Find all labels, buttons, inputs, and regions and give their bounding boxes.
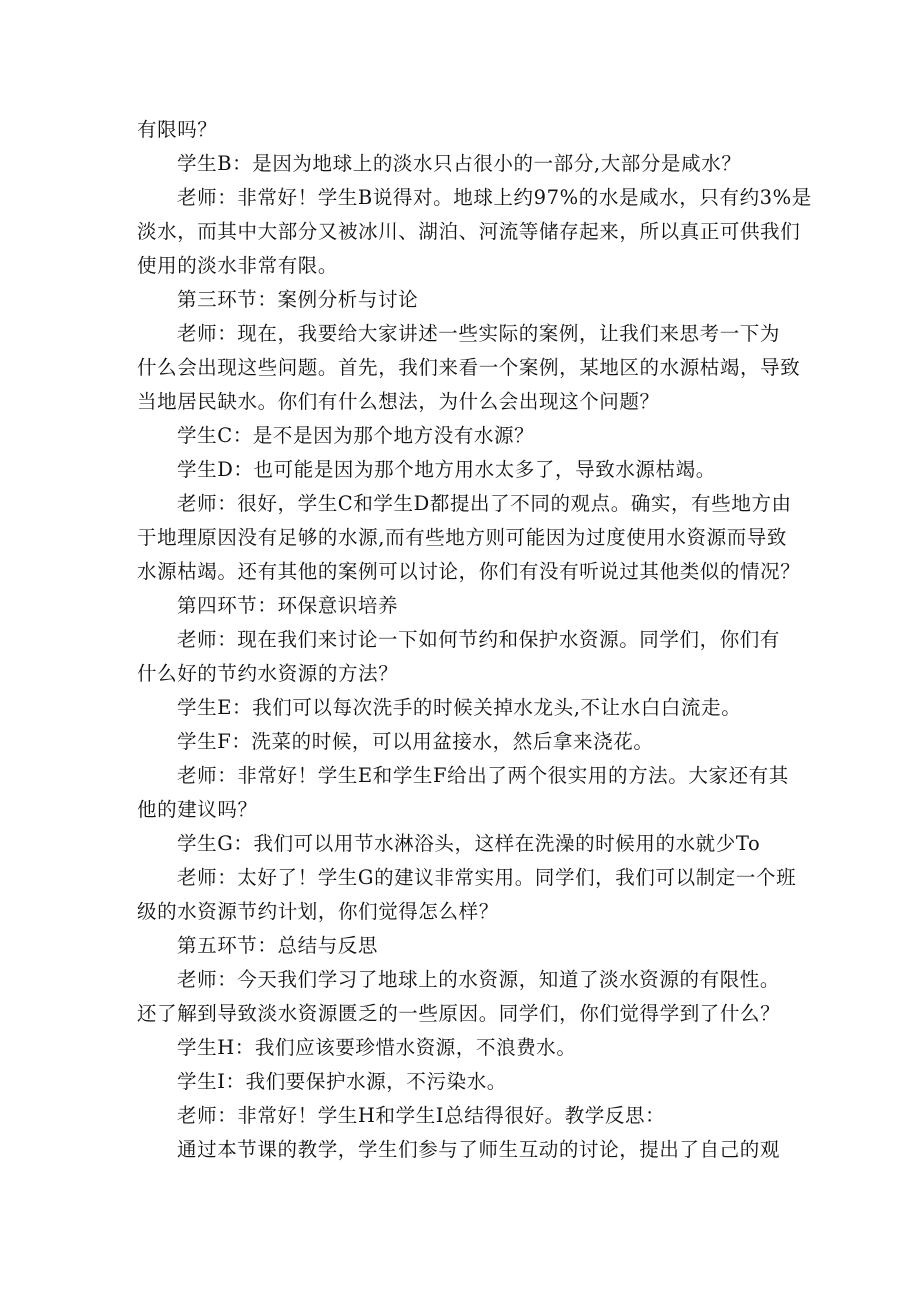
text-line: 于地理原因没有足够的水源,而有些地方则可能因为过度使用水资源而导致 xyxy=(137,526,787,549)
text-line: 老师：今天我们学习了地球上的水资源，知道了淡水资源的有限性。 xyxy=(177,968,781,991)
text-line: 学生E：我们可以每次洗手的时候关掉水龙头,不让水白白流走。 xyxy=(177,696,742,719)
text-line: 还了解到导致淡水资源匮乏的一些原因。同学们，你们觉得学到了什么？ xyxy=(137,1002,781,1025)
text-line: 老师：非常好！学生E和学生F给出了两个很实用的方法。大家还有其 xyxy=(177,764,789,787)
text-line: 老师：现在，我要给大家讲述一些实际的案例，让我们来思考一下为 xyxy=(177,322,781,345)
text-line: 水源枯竭。还有其他的案例可以讨论，你们有没有听说过其他类似的情况？ xyxy=(137,560,801,583)
section-heading: 第五环节：总结与反思 xyxy=(177,934,379,957)
text-line: 什么好的节约水资源的方法？ xyxy=(137,662,399,685)
text-line: 老师：现在我们来讨论一下如何节约和保护水资源。同学们，你们有 xyxy=(177,628,781,651)
text-line: 老师：太好了！学生G的建议非常实用。同学们，我们可以制定一个班 xyxy=(177,866,797,889)
text-line: 学生C：是不是因为那个地方没有水源？ xyxy=(177,424,535,447)
text-line: 学生G：我们可以用节水淋浴头，这样在洗澡的时候用的水就少To xyxy=(177,832,761,855)
text-line: 老师：非常好！学生H和学生I总结得很好。教学反思： xyxy=(177,1104,666,1127)
text-line: 有限吗？ xyxy=(137,118,218,141)
text-line: 级的水资源节约计划，你们觉得怎么样？ xyxy=(137,900,499,923)
text-line: 通过本节课的教学，学生们参与了师生互动的讨论，提出了自己的观 xyxy=(177,1138,781,1161)
text-line: 学生I：我们要保护水源，不污染水。 xyxy=(177,1070,507,1093)
text-line: 他的建议吗？ xyxy=(137,798,258,821)
section-heading: 第四环节：环保意识培养 xyxy=(177,594,399,617)
text-line: 老师：很好，学生C和学生D都提出了不同的观点。确实，有些地方由 xyxy=(177,492,792,515)
text-line: 学生H：我们应该要珍惜水资源，不浪费水。 xyxy=(177,1036,577,1059)
text-line: 学生D：也可能是因为那个地方用水太多了，导致水源枯竭。 xyxy=(177,458,716,481)
text-line: 当地居民缺水。你们有什么想法，为什么会出现这个问题？ xyxy=(137,390,660,413)
text-line: 学生B：是因为地球上的淡水只占很小的一部分,大部分是咸水？ xyxy=(177,152,742,175)
section-heading: 第三环节：案例分析与讨论 xyxy=(177,288,419,311)
text-line: 老师：非常好！学生B说得对。地球上约97%的水是咸水，只有约3%是 xyxy=(177,186,812,209)
text-line: 淡水，而其中大部分又被冰川、湖泊、河流等储存起来，所以真正可供我们 xyxy=(137,220,801,243)
text-line: 使用的淡水非常有限。 xyxy=(137,254,339,277)
text-line: 学生F：洗菜的时候，可以用盆接水，然后拿来浇花。 xyxy=(177,730,654,753)
text-line: 什么会出现这些问题。首先，我们来看一个案例，某地区的水源枯竭，导致 xyxy=(137,356,801,379)
